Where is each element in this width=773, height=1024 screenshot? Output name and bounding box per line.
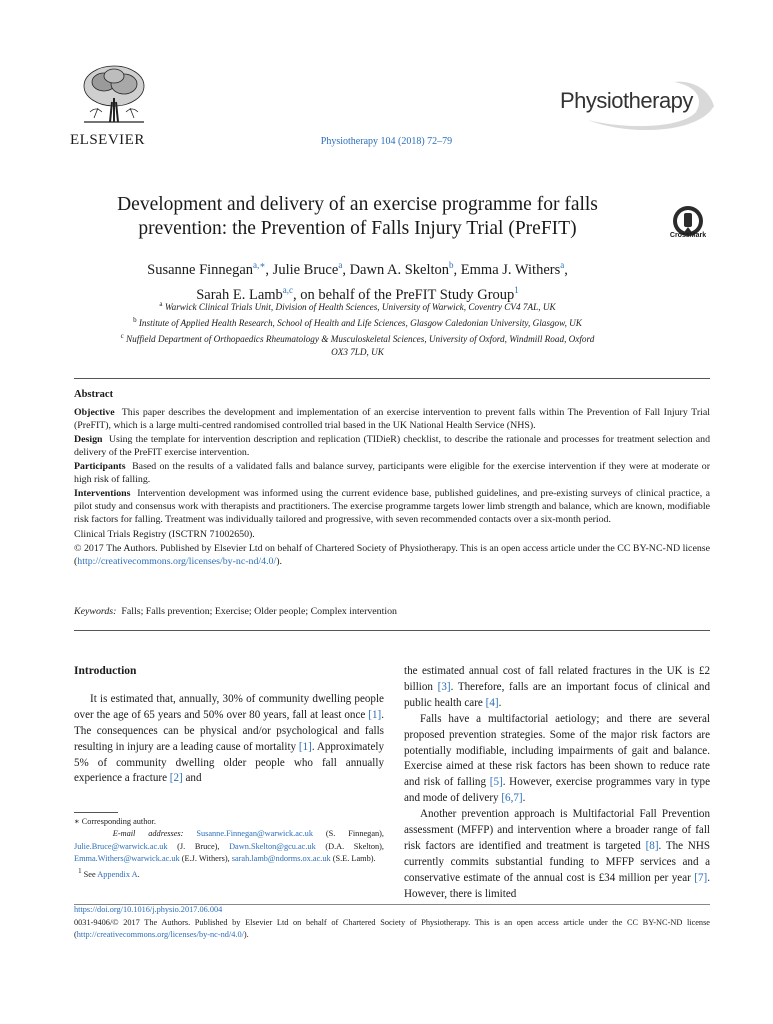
affiliation-text: Warwick Clinical Trials Unit, Division of Health Sciences, University of Warwick, Coventry CV4 7AL, UK [164, 302, 556, 313]
email-owner: (S. Finnegan), [312, 829, 384, 839]
abstract-section [74, 434, 710, 460]
body-text: . The consequences can be physical and/or psychological and falls resulting in injury are a leading cause of mortality [74, 708, 384, 753]
body-text: . [522, 792, 526, 805]
footer-license-text-end: ). [243, 930, 249, 940]
body-text: . [498, 696, 502, 709]
journal-name: Physiotherapy [560, 88, 693, 113]
footer-license [74, 917, 710, 942]
body-text: It is estimated that, annually, 30% of community dwelling people over the age of 65 years and 50% over 80 years, fall at least once [74, 692, 384, 721]
body-text: . Therefore, falls are an important focus of clinical and public health care [404, 680, 710, 709]
author-name: on behalf of the PreFIT Study Group [300, 286, 515, 303]
abstract-body [74, 407, 710, 570]
citation-link[interactable]: [5] [489, 776, 503, 789]
affiliation-item [80, 298, 635, 314]
author-affiliation-sup[interactable]: a,c [282, 284, 294, 295]
footnote-rule [74, 812, 118, 813]
author-separator: , [453, 261, 461, 278]
author-line-1 [60, 255, 655, 280]
affiliation-text: Institute of Applied Health Research, School of Health and Life Sciences, Glasgow Caledonian University, Glasgow, UK [138, 318, 582, 329]
journal-reference[interactable]: Physiotherapy 104 (2018) 72–79 [320, 136, 453, 147]
body-text: and [182, 772, 202, 785]
author-separator: , [564, 261, 568, 278]
affiliation-text: OX3 7LD, UK [331, 347, 384, 358]
publisher-name: ELSEVIER [70, 132, 145, 148]
abstract-section [74, 407, 710, 433]
doi-link[interactable]: https://doi.org/10.1016/j.physio.2017.06.004 [74, 905, 223, 914]
body-paragraph [74, 692, 384, 787]
author-affiliation-sup[interactable]: b [449, 260, 454, 270]
author-separator: , [265, 261, 273, 278]
affiliation-text: Nuffield Department of Orthopaedics Rheumatology & Musculoskeletal Sciences, University of Oxford, Windmill Road, Oxford [126, 334, 595, 345]
email-link[interactable]: Emma.Withers@warwick.ac.uk [74, 854, 180, 864]
abstract-text: Intervention development was informed using the current evidence base, published guidelines, and pre-existing surveys of clinical practice, a pilot study and consensus work with therapists and practitioners. The exercise programme targets lower limb strength and balance, which are known, modifiable risk factors for falling. Treatment was individually tailored and progressive, with seven recommended contacts over a six-month period. [74, 488, 711, 525]
footnotes [74, 816, 384, 881]
body-text: . The NHS currently commits substantial funding to MFFP services and a conservative estimate of the annual cost is £34 million per year [404, 839, 710, 884]
body-paragraph [404, 807, 710, 902]
email-link[interactable]: Dawn.Skelton@gcu.ac.uk [229, 841, 316, 851]
article-title [60, 193, 655, 241]
title-line-2: prevention: the Prevention of Falls Injury Trial (PreFIT) [138, 218, 577, 239]
section-heading: Introduction [74, 665, 137, 677]
abstract-label: Interventions [74, 488, 131, 500]
email-link[interactable]: sarah.lamb@ndorms.ox.ac.uk [231, 854, 331, 864]
body-text: . Approximately 5% of community dwelling older people who fall annually experience a fracture [74, 740, 384, 785]
author-separator: , [342, 261, 350, 278]
body-text: Falls have a multifactorial aetiology; and there are several proposed prevention strategies. Some of the major risk factors are potentially modifiable, including impairments of gait and balance. Exercise aimed at these risk factors has been shown to reduce rate and risk of falling [404, 712, 710, 789]
affiliation-item [80, 314, 635, 330]
copyright-notice [74, 543, 710, 569]
citation-link[interactable]: [2] [169, 772, 183, 785]
left-column [74, 664, 384, 787]
license-link[interactable]: http://creativecommons.org/licenses/by-nc-nd/4.0/ [77, 555, 277, 567]
abstract-text: Using the template for intervention description and replication (TIDieR) checklist, to describe the rationale and processes for treatment selection and delivery of the PreFIT exercise intervention. [74, 434, 711, 458]
footer-license-link[interactable]: http://creativecommons.org/licenses/by-nc-nd/4.0/ [76, 930, 244, 940]
body-paragraph [404, 664, 710, 712]
body-text: the estimated annual cost of fall related fractures in the UK is £2 billion [404, 665, 710, 693]
abstract-label: Design [74, 434, 103, 446]
citation-link[interactable]: [1] [368, 708, 382, 721]
affiliation-sup: c [120, 332, 124, 341]
author-affiliation-sup[interactable]: a [560, 260, 565, 270]
keywords [74, 606, 710, 617]
copyright-text: © 2017 The Authors. Published by Elsevier Ltd on behalf of Chartered Society of Physiotherapy. This is an open access article under the CC BY-NC-ND license ( [74, 542, 710, 567]
email-owner: (J. Bruce), [167, 841, 230, 851]
email-label: E-mail addresses: [112, 829, 184, 839]
study-group-note [74, 866, 384, 881]
body-text: . However, there is limited [404, 871, 710, 900]
citation-link[interactable]: [7] [694, 871, 708, 884]
appendix-link[interactable]: Appendix A [97, 869, 138, 879]
footnote-text-end: . [137, 869, 140, 879]
abstract-section [74, 461, 710, 487]
keywords-label: Keywords: [74, 606, 117, 617]
abstract-heading: Abstract [74, 389, 114, 400]
affiliation-item [80, 330, 635, 346]
email-link[interactable]: Susanne.Finnegan@warwick.ac.uk [196, 829, 313, 839]
abstract-label: Participants [74, 461, 126, 473]
citation-link[interactable]: [4] [485, 696, 499, 709]
right-column [404, 664, 710, 903]
copyright-text-end: ). [276, 555, 282, 567]
affiliation-list [80, 298, 635, 359]
author-name: Julie Bruce [272, 261, 339, 278]
abstract-top-rule [74, 378, 710, 379]
footnote-sup: 1 [78, 867, 82, 875]
corresponding-author-note: ∗ Corresponding author. [74, 817, 156, 826]
affiliation-sup: a [159, 300, 163, 308]
citation-link[interactable]: [3] [437, 680, 451, 693]
footnote-text: See [81, 869, 98, 879]
title-line-1: Development and delivery of an exercise programme for falls [117, 194, 598, 215]
affiliation-sup: b [133, 316, 137, 325]
abstract-text: Based on the results of a validated falls and balance survey, participants were eligible for the exercise intervention if they were at moderate or high risk of falling. [74, 461, 710, 485]
abstract-section [74, 488, 710, 526]
author-separator: , [293, 286, 301, 303]
email-owner: (E.J. Withers), [179, 854, 232, 864]
email-owner: (S.E. Lamb). [330, 854, 376, 864]
abstract-label: Objective [74, 407, 115, 418]
author-name: Dawn A. Skelton [349, 261, 450, 278]
email-addresses [74, 828, 384, 865]
author-affiliation-sup[interactable]: a,∗ [253, 260, 266, 270]
author-affiliation-sup[interactable]: a [338, 260, 343, 270]
body-text: Another prevention approach is Multifactorial Fall Prevention assessment (MFFP) and intervention where a broader range of fall risk factors are identified and treatment is targeted [404, 808, 710, 852]
abstract-text: This paper describes the development and implementation of an exercise intervention to prevent falls within The Prevention of Fall Injury Trial (PreFIT), which is a large multi-centred randomised controlled trial based in the UK National Health Service (NHS). [74, 407, 711, 431]
citation-link[interactable]: [8] [645, 839, 659, 852]
author-name: Susanne Finnegan [147, 261, 254, 278]
body-text: . However, exercise programmes vary in type and mode of delivery [404, 776, 711, 805]
author-affiliation-sup[interactable]: 1 [514, 284, 519, 295]
crossmark-label: CrossMark [669, 232, 707, 239]
author-name: Sarah E. Lamb [196, 286, 283, 303]
body-paragraph [404, 712, 710, 807]
trial-registry: Clinical Trials Registry (ISCTRN 71002650). [74, 528, 255, 540]
email-owner: (D.A. Skelton), [315, 841, 384, 851]
keywords-list: Falls; Falls prevention; Exercise; Older people; Complex intervention [121, 606, 397, 617]
author-name: Emma J. Withers [460, 261, 561, 278]
footer-license-text: 0031-9406/© 2017 The Authors. Published by Elsevier Ltd on behalf of Chartered Society of Physiotherapy. This is an open access article under the CC BY-NC-ND license ( [74, 918, 710, 940]
citation-link[interactable]: [6,7] [501, 792, 523, 805]
email-link[interactable]: Julie.Bruce@warwick.ac.uk [74, 841, 168, 851]
affiliation-item [80, 346, 635, 359]
elsevier-tree-logo [70, 62, 158, 128]
abstract-bottom-rule [74, 630, 710, 631]
citation-link[interactable]: [1] [298, 740, 312, 753]
